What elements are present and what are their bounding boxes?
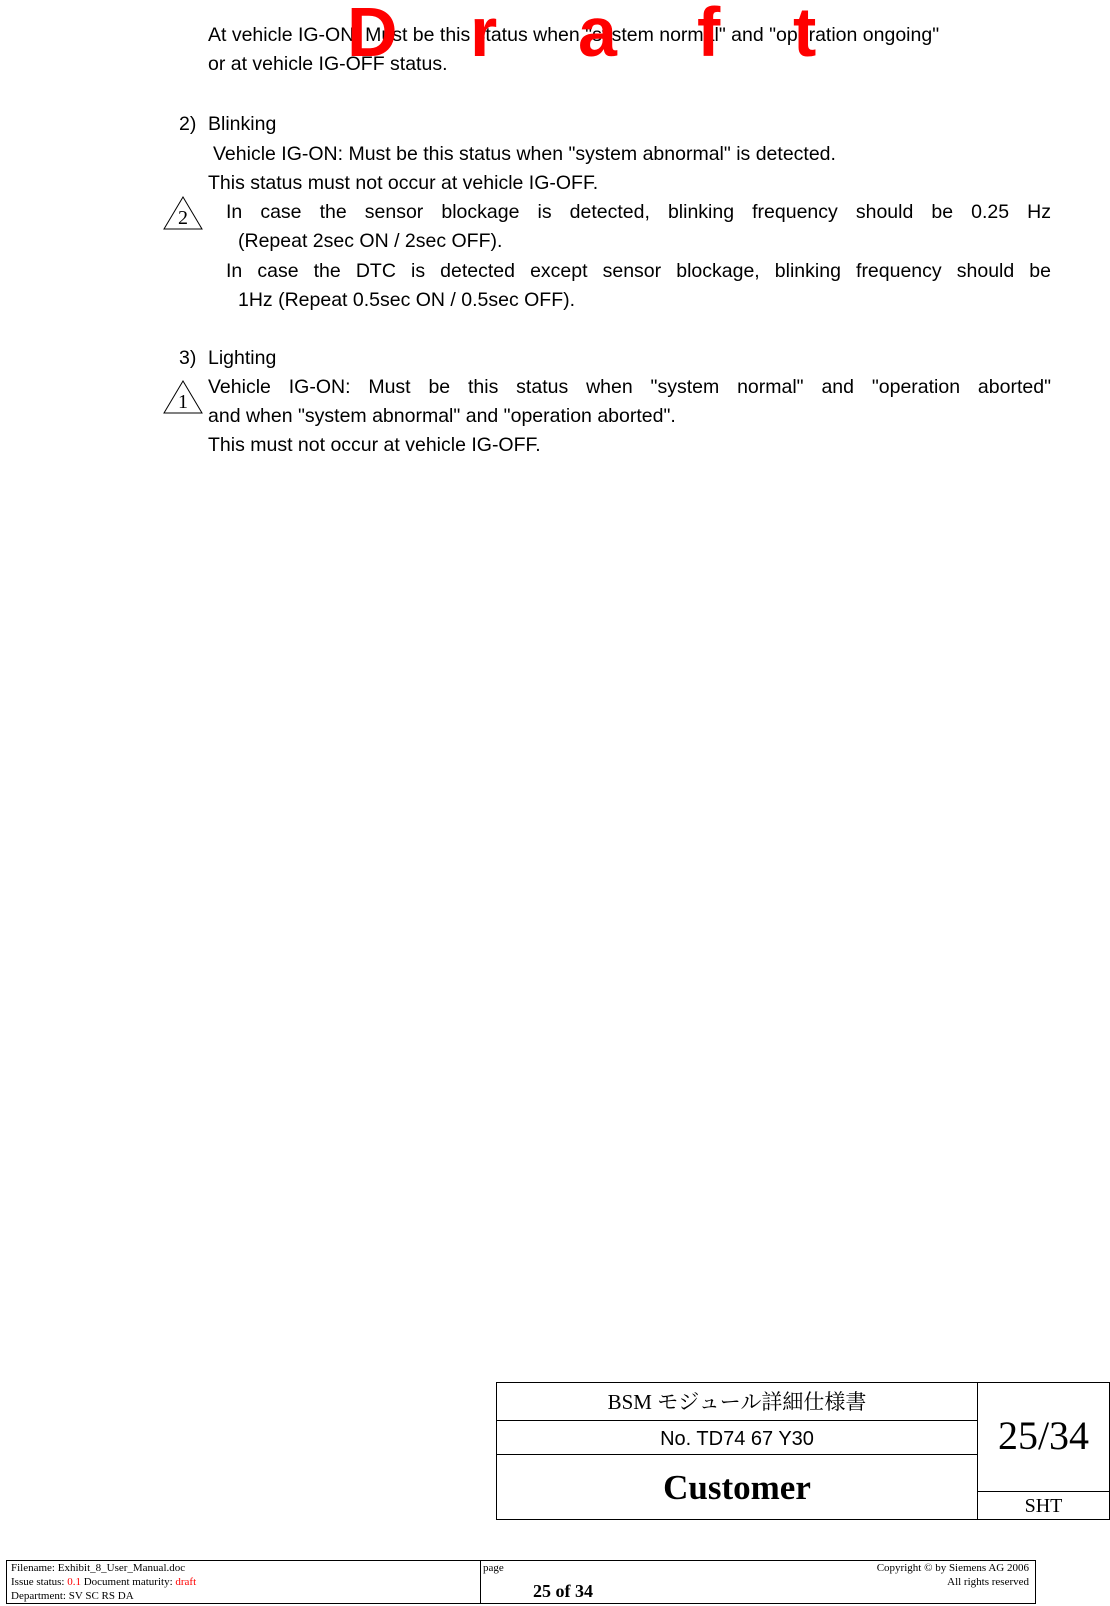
footer-page-label: page	[483, 1562, 504, 1574]
footer-department: Department: SV SC RS DA	[11, 1590, 134, 1602]
footer-page-value: 25 of 34	[533, 1581, 593, 1601]
lighting-line-2: and when "system abnormal" and "operation aborted".	[208, 405, 676, 427]
watermark-letter-r: r	[470, 0, 498, 71]
blinking-para-2-line-1: In case the DTC is detected except sensor blockage, blinking frequency should be	[226, 260, 1051, 282]
issue-status-value: 0.1	[67, 1576, 81, 1588]
revision-mark-1: 1	[178, 391, 188, 413]
status-line-igoff: or at vehicle IG-OFF status.	[208, 53, 448, 75]
status-line-igon: At vehicle IG-ON: Must be this status when "system normal" and "operation ongoing"	[208, 24, 940, 46]
title-block	[496, 1382, 1110, 1520]
lighting-line-3: This must not occur at vehicle IG-OFF.	[208, 434, 541, 456]
watermark-letter-t: t	[793, 0, 817, 71]
watermark-letter-d: D	[347, 0, 398, 71]
footer-copyright: Copyright © by Siemens AG 2006	[876, 1562, 1029, 1574]
footer-rights: All rights reserved	[947, 1576, 1029, 1588]
footer-divider	[480, 1561, 481, 1603]
blinking-para-1-line-1: In case the sensor blockage is detected, blinking frequency should be 0.25 Hz	[226, 201, 1051, 223]
section-heading-blinking: Blinking	[208, 113, 277, 135]
issue-status-label: Issue status:	[11, 1576, 68, 1588]
sheet-label: SHT	[1024, 1495, 1063, 1517]
blinking-line-1: Vehicle IG-ON: Must be this status when "system abnormal" is detected.	[213, 143, 836, 165]
maturity-value: draft	[175, 1576, 197, 1588]
section-heading-lighting: Lighting	[208, 347, 277, 369]
sheet-number: 25/34	[978, 1383, 1109, 1492]
customer-label: Customer	[497, 1455, 978, 1519]
section-number-blinking: 2)	[179, 113, 197, 135]
footer-issue-status	[11, 1576, 196, 1589]
document-title: BSM モジュール詳細仕様書	[497, 1383, 978, 1421]
document-number: No. TD74 67 Y30	[497, 1421, 978, 1455]
page-footer	[6, 1560, 1036, 1604]
revision-triangle-2	[163, 196, 203, 230]
watermark-letter-a: a	[578, 0, 617, 71]
revision-triangle-1	[163, 380, 203, 414]
footer-filename: Filename: Exhibit_8_User_Manual.doc	[11, 1562, 186, 1574]
watermark-letter-f: f	[697, 0, 721, 71]
maturity-label: Document maturity:	[80, 1576, 176, 1588]
lighting-line-1: Vehicle IG-ON: Must be this status when "system normal" and "operation aborted"	[208, 376, 1051, 398]
section-number-lighting: 3)	[179, 347, 197, 369]
blinking-para-1-line-2: (Repeat 2sec ON / 2sec OFF).	[238, 230, 503, 252]
blinking-line-2: This status must not occur at vehicle IG-OFF.	[208, 172, 599, 194]
revision-mark-2: 2	[178, 207, 188, 229]
blinking-para-2-line-2: 1Hz (Repeat 0.5sec ON / 0.5sec OFF).	[238, 289, 576, 311]
